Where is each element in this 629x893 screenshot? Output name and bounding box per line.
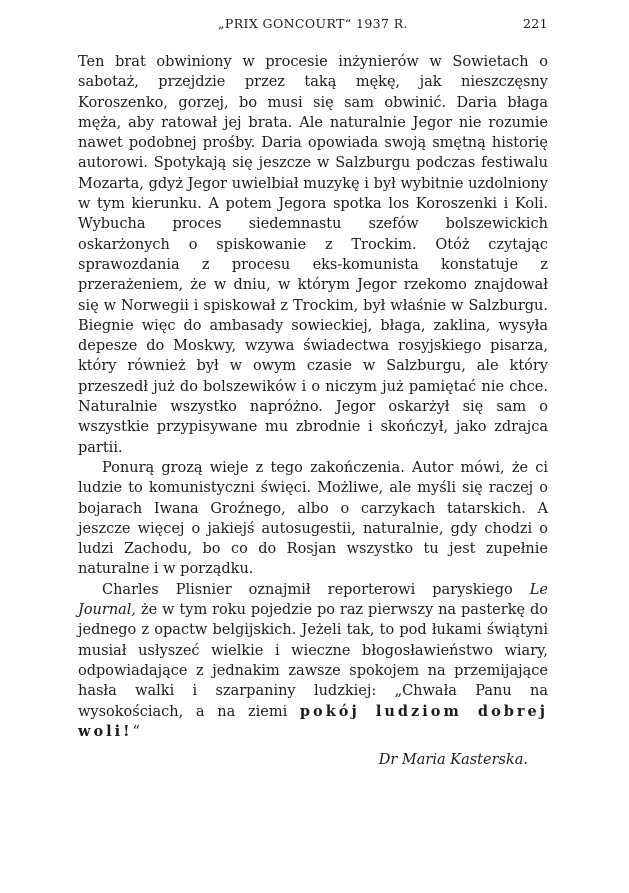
page-number: 221 bbox=[522, 16, 548, 31]
paragraph-3 bbox=[78, 580, 548, 742]
article-body bbox=[78, 52, 548, 770]
paragraph-3-start: Charles Plisnier oznajmił reporterowi paryskiego bbox=[102, 581, 530, 598]
spaced-quote: pokój ludziom dobrej woli! bbox=[78, 702, 548, 740]
paragraph-2: Ponurą grozą wieje z tego zakończenia. Autor mówi, że ci ludzie to komunistyczni święci. Możliwe, ale myśli się raczej o bojarach Iwana Groźnego, albo o carzykach tatarskich. A jeszcze więcej o jakiejś autosugestii, naturalnie, gdy chodzi o ludzi Zachodu, bo co do Rosjan wszystko tu jest zupełnie naturalne i w porządku. bbox=[78, 459, 548, 578]
author-signature: Dr Maria Kasterska. bbox=[378, 752, 528, 769]
paragraph-3-end: “ bbox=[132, 723, 140, 740]
paragraph-3-middle: że w tym roku pojedzie po raz pierwszy na pasterkę do jednego z opactw belgijskich. Jeżeli tak, to pod łukami świątyni musiał usłyszeć wielkie i wieczne błogosławieństwo wiary, odpowiadające z jednakim zawsze spokojem na przemijające hasła walki i szarpaniny ludzkiej: „Chwała Panu na wysokościach, a na ziemi bbox=[78, 602, 548, 720]
paragraph-1: Ten brat obwiniony w procesie inżynierów w Sowietach o sabotaż, przejdzie przez taką mękę, jak nieszczęsny Koroszenko, gorzej, bo musi się sam obwinić. Daria błaga męża, aby ratował jej brata. Ale naturalnie Jegor nie rozumie nawet podobnej prośby. Daria opowiada swoją smętną historię autorowi. Spotykają się jeszcze w Salzburgu podczas festiwalu Mozarta, gdyż Jegor uwielbiał muzykę i był wybitnie uzdolniony w tym kierunku. A potem Jegora spotka los Koroszenki i Koli. Wybucha proces siedemnastu szefów bolszewickich oskarżonych o spiskowanie z Trockim. Otóż czytając sprawozdania z procesu eks-komunista konstatuje z przerażeniem, że w dniu, w którym Jegor rzekomo znajdował się w Norwegii i spiskował z Trockim, był właśnie w Salzburgu. Biegnie więc do ambasady sowieckiej, błaga, zaklina, wysyła depesze do Moskwy, wzywa świadectwa rosyjskiego pisarza, który również był w owym czasie w Salzburgu, ale który przeszedł już do bolszewików i o niczym już pamiętać nie chce. Naturalnie wszystko napróżno. Jegor oskarżył się sam o wszystkie przypisywane mu zbrodnie i skończył, jako zdrajca partii. bbox=[78, 54, 548, 456]
running-header bbox=[78, 16, 548, 36]
journal-title: Le Journal, bbox=[78, 581, 548, 619]
header-title: „PRIX GONCOURT“ 1937 R. bbox=[218, 16, 408, 31]
